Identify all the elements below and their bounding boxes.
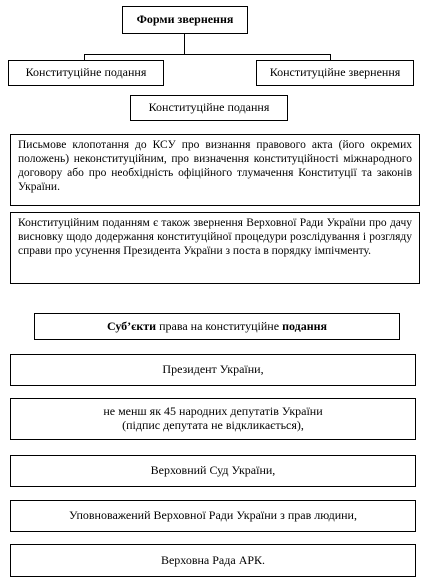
subjects-heading-bold-1: Суб’єкти xyxy=(106,318,157,333)
subjects-heading xyxy=(107,320,327,334)
subjects-heading-middle: права на конституційне xyxy=(156,318,283,333)
submission-additional-box xyxy=(10,212,420,284)
forms-title: Форми звернення xyxy=(136,12,234,27)
forms-title-box xyxy=(122,6,248,34)
subject-item-label: не менш як 45 народних депутатів України (підпис депутата не відкликається), xyxy=(103,404,323,432)
subject-item xyxy=(10,354,416,386)
subjects-heading-bold-2: подання xyxy=(282,318,328,333)
subject-item xyxy=(10,544,416,577)
subjects-heading-box xyxy=(34,313,400,340)
submission-definition-text: Письмове клопотання до КСУ про визнання правового акта (його окремих положень) неконституційним, про визначення конституційності міжнародного договору або про необхідність офіційного тлумачення Конституції та законів України. xyxy=(18,139,412,193)
constitutional-appeal-label: Конституційне звернення xyxy=(269,65,401,80)
submission-heading: Конституційне подання xyxy=(148,100,270,115)
subject-item-label: Верховний Суд України, xyxy=(150,463,276,478)
subject-item-label: Президент України, xyxy=(162,362,264,377)
constitutional-submission-box xyxy=(8,60,164,86)
subject-item xyxy=(10,455,416,487)
connector-horizontal xyxy=(84,54,330,55)
submission-additional-text: Конституційним поданням є також звернення Верховної Ради України про дачу висновку щодо додержання конституційної процедури розслідування і розгляду справи про усунення Президента України з поста в порядку імпічменту. xyxy=(18,217,412,257)
subject-item xyxy=(10,398,416,440)
constitutional-submission-label: Конституційне подання xyxy=(25,65,147,80)
subject-item-label: Уповноважений Верховної Ради України з прав людини, xyxy=(69,508,357,523)
subject-item xyxy=(10,500,416,532)
submission-heading-box xyxy=(130,95,288,121)
submission-definition-box xyxy=(10,134,420,206)
subject-item-label: Верховна Рада АРК. xyxy=(160,552,266,567)
connector-title-stem xyxy=(184,34,185,54)
constitutional-appeal-box xyxy=(256,60,414,86)
